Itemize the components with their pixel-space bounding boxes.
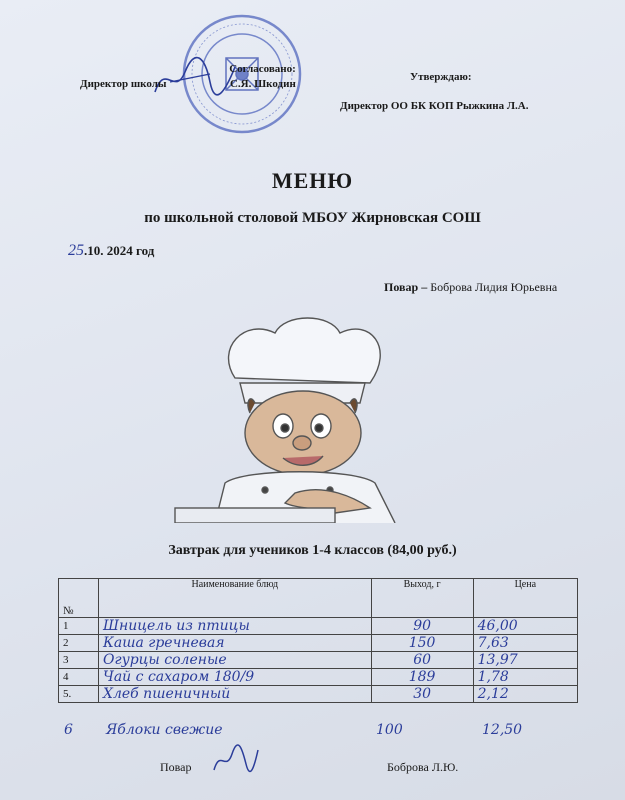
breakfast-title: Завтрак для учеников 1-4 классов (84,00 руб.)	[168, 543, 457, 558]
agreed-name: С.Я. Шкодин	[229, 78, 296, 90]
row-price: 1,78	[473, 669, 577, 686]
date-day-handwritten: 25	[68, 242, 84, 259]
footer-cook-name: Боброва Л.Ю.	[387, 760, 459, 774]
approve-role: Директор ОО БК КОП Рыжкина Л.А.	[340, 100, 529, 112]
row-name: Чай с сахаром 180/9	[99, 669, 372, 686]
menu-table	[58, 578, 578, 703]
header-name: Наименование блюд	[99, 579, 372, 618]
table-row	[59, 652, 578, 669]
extra-row	[58, 722, 578, 742]
table-row	[59, 686, 578, 703]
row-name: Шницель из птицы	[99, 618, 372, 635]
row-num: 2	[59, 635, 99, 652]
approve-block	[340, 70, 580, 114]
row-name: Каша гречневая	[99, 635, 372, 652]
extra-output: 100	[376, 722, 403, 738]
extra-price: 12,50	[482, 722, 523, 738]
page-title: МЕНЮ	[271, 168, 354, 193]
row-price: 2,12	[473, 686, 577, 703]
agreed-role: Директор школы	[80, 78, 167, 90]
header-output: Выход, г	[371, 579, 473, 618]
row-price: 13,97	[473, 652, 577, 669]
table-header-row	[59, 579, 578, 618]
row-num: 4	[59, 669, 99, 686]
row-price: 7,63	[473, 635, 577, 652]
date-printed: .10. 2024 год	[84, 243, 155, 258]
table-row	[59, 669, 578, 686]
row-name: Хлеб пшеничный	[99, 686, 372, 703]
row-output: 30	[371, 686, 473, 703]
header-num: №	[59, 579, 99, 618]
table-row	[59, 635, 578, 652]
row-output: 189	[371, 669, 473, 686]
header-price: Цена	[473, 579, 577, 618]
row-num: 3	[59, 652, 99, 669]
row-output: 150	[371, 635, 473, 652]
cook-line	[384, 280, 557, 295]
row-price: 46,00	[473, 618, 577, 635]
page-subtitle: по школьной столовой МБОУ Жирновская СОШ	[144, 210, 481, 226]
cook-signature	[210, 744, 260, 774]
row-output: 90	[371, 618, 473, 635]
row-num: 5.	[59, 686, 99, 703]
chef-illustration	[155, 308, 500, 523]
table-row	[59, 618, 578, 635]
agreed-label: Согласовано:	[229, 63, 296, 75]
extra-num: 6	[64, 722, 73, 738]
agreed-block	[80, 62, 296, 92]
footer-cook-label: Повар	[160, 760, 192, 774]
cook-label: Повар –	[384, 280, 428, 294]
row-name: Огурцы соленые	[99, 652, 372, 669]
extra-name: Яблоки свежие	[106, 722, 223, 738]
approve-label: Утверждаю:	[410, 71, 472, 83]
menu-date	[68, 242, 154, 260]
cook-name: Боброва Лидия Юрьевна	[430, 280, 558, 294]
row-output: 60	[371, 652, 473, 669]
row-num: 1	[59, 618, 99, 635]
